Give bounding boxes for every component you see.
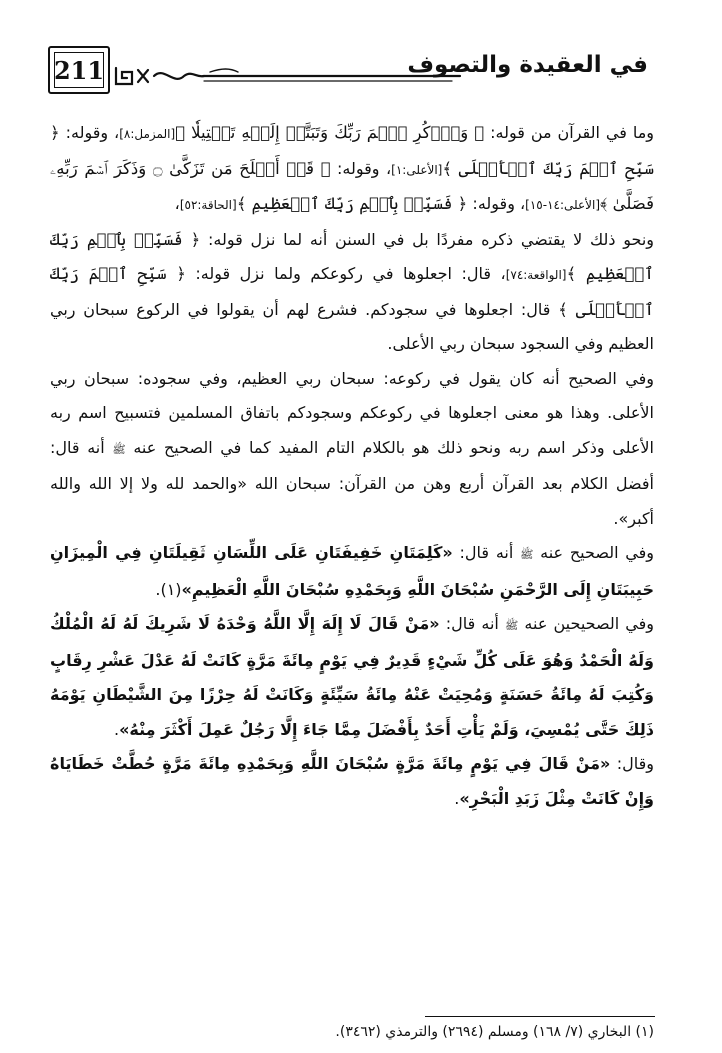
paragraph-3 [50, 362, 654, 537]
quran-verse: ﴿ سَبِّحِ ٱسۡمَ رَبِّكَ ٱلۡأَعۡلَى ﴾ [50, 123, 654, 178]
text: قال: اجعلوها في سجودكم. فشرع لهم أن يقولوا في الركوع سبحان ربي العظيم وفي السجود سبحان ربي الأعلى. [50, 299, 654, 353]
paragraph-2 [50, 223, 654, 362]
page-number-box [48, 46, 110, 94]
verse-reference: [الواقعة:٧٤] [505, 268, 567, 282]
text: ، [174, 194, 180, 213]
verse-reference: [الحاقة:٥٢] [179, 198, 237, 212]
paragraph-4 [50, 536, 654, 607]
quran-verse: ﴿ فَسَبِّحۡ بِٱسۡمِ رَبِّكَ ٱلۡعَظِيمِ ﴾ [50, 229, 654, 283]
footnote: (١) البخاري (٧/ ١٦٨) ومسلم (٢٦٩٤) والترمذي (٣٤٦٢). [335, 1024, 654, 1040]
text: . [113, 719, 120, 739]
text: ، وقوله: [59, 123, 120, 142]
salawat-glyph: ﷺ [112, 442, 126, 456]
paragraph-5 [50, 607, 654, 747]
page-number: 211 [53, 55, 105, 85]
quran-verse: ﴿ وَٱذۡكُرِ ٱسۡمَ رَبِّكَ وَتَبَتَّلۡ إِلَيۡهِ تَبۡتِيلٗا ﴾ [175, 123, 485, 142]
verse-reference: [المزمل:٨] [119, 127, 176, 141]
text: ، قال: اجعلوها في ركوعكم ولما نزل قوله: [185, 264, 506, 283]
hadith-text: «مَنْ قَالَ فِي يَوْمٍ مِائَةَ مَرَّةٍ سُبْحَانَ اللَّهِ وَبِحَمْدِهِ مِائَةَ مَرَّةٍ حُطَّتْ خَطَايَاهُ وَإِنْ كَانَتْ مِثْلَ زَبَدِ الْبَحْرِ» [50, 754, 654, 808]
page-header [48, 46, 648, 110]
text: وفي الصحيح عنه [533, 543, 654, 562]
hadith-text: «كَلِمَتَانِ خَفِيفَتَانِ عَلَى اللِّسَانِ ثَقِيلَتَانِ فِي الْمِيزَانِ حَبِيبَتَانِ إِلَى الرَّحْمَنِ سُبْحَانَ اللَّهِ وَبِحَمْدِهِ سُبْحَانَ اللَّهِ الْعَظِيمِ» [50, 543, 654, 599]
paragraph-6 [50, 747, 654, 816]
text: وما في القرآن من قوله: [484, 123, 654, 142]
footnote-marker[interactable]: (١) [160, 579, 182, 599]
text: وفي الصحيحين عنه [518, 614, 655, 633]
quran-verse: ﴿ قَدۡ أَفۡلَحَ مَن تَزَكَّىٰ ۝ وَذَكَرَ ٱسۡمَ رَبِّهِۦ فَصَلَّىٰ ﴾ [50, 158, 654, 213]
text: . [155, 579, 161, 599]
text: ونحو ذلك لا يقتضي ذكره مفردًا بل في السنن أنه لما نزل قوله: [200, 229, 654, 249]
salawat-glyph: ﷺ [505, 619, 519, 632]
hadith-text: «مَنْ قَالَ لَا إِلَهَ إِلَّا اللَّهُ وَحْدَهُ لَا شَرِيكَ لَهُ لَهُ الْمُلْكُ وَلَهُ الْحَمْدُ وَهُوَ عَلَى كُلِّ شَيْءٍ قَدِيرٌ فِي يَوْمٍ مِائَةَ مَرَّةٍ كَانَتْ لَهُ عَدْلَ عَشْرِ رِقَابٍ وَكُتِبَ لَهُ مِائَةُ حَسَنَةٍ وَمُحِيَتْ عَنْهُ مِائَةُ سَيِّئَةٍ وَكَانَتْ لَهُ حِرْزًا مِنَ الشَّيْطَانِ يَوْمَهُ ذَلِكَ حَتَّى يُمْسِيَ، وَلَمْ يَأْتِ أَحَدٌ بِأَفْضَلَ مِمَّا جَاءَ إِلَّا رَجُلٌ عَمِلَ أَكْثَرَ مِنْهُ» [50, 614, 654, 739]
verse-reference: [الأعلى:١] [391, 162, 443, 177]
text: ، وقوله: [467, 194, 526, 213]
text: أنه قال: [452, 543, 521, 562]
running-title: في العقيدة والتصوف [407, 52, 648, 78]
text: وقال: [610, 754, 654, 773]
text: . [454, 788, 460, 808]
main-text [50, 116, 654, 816]
quran-verse: ﴿ سَبِّحِ ٱسۡمَ رَبِّكَ ٱلۡأَعۡلَى ﴾ [50, 264, 654, 319]
footnote-divider [425, 1016, 655, 1017]
verse-reference: [الأعلى:١٤-١٥] [525, 198, 601, 212]
salawat-glyph: ﷺ [520, 548, 534, 561]
text: وفي الصحيح أنه كان يقول في ركوعه: سبحان ربي العظيم، وفي سجوده: سبحان ربي الأعلى. وهذا هو معنى اجعلوها في ركوعكم وسجودكم باتفاق المسلمين فتسبيح اسم ربه الأعلى وذكر اسم ربه ونحو ذلك هو بالكلام التام المفيد كما في الصحيح عنه [50, 368, 654, 457]
page-number-frame [54, 52, 104, 88]
text: أنه قال: أفضل الكلام بعد القرآن أربع وهن من القرآن: سبحان الله «والحمد لله ولا إلا الله والله أكبر». [50, 437, 654, 528]
paragraph-1 [50, 116, 654, 223]
quran-verse: ﴿ فَسَبِّحۡ بِٱسۡمِ رَبِّكَ ٱلۡعَظِيمِ ﴾ [236, 194, 468, 213]
text: ، وقوله: [330, 158, 392, 178]
text: أنه قال: [439, 614, 505, 633]
